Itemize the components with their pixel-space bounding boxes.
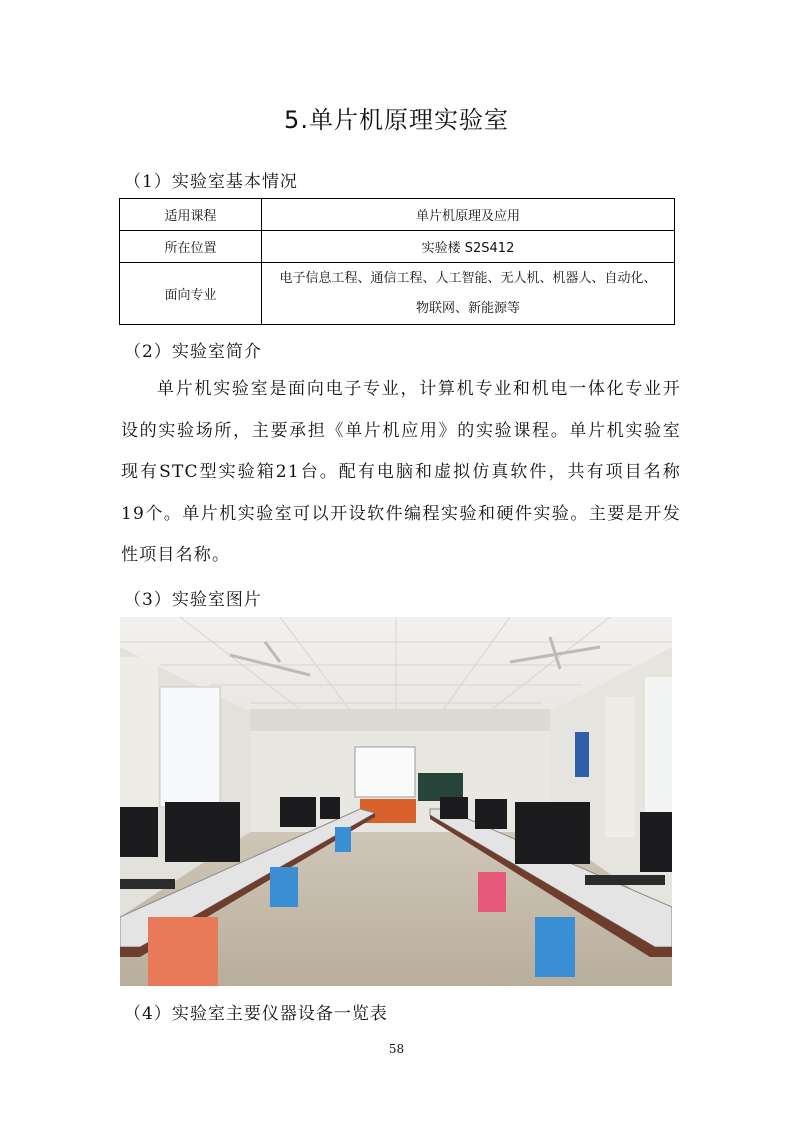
page-number: 58 [388,1042,405,1056]
section-heading-intro: （2）实验室简介 [124,342,262,362]
section-heading-photo: （3）实验室图片 [124,590,262,610]
lab-photo-illustration [120,617,672,986]
table-cell-label: 所在位置 [120,231,262,263]
lab-photo [120,617,672,986]
table-cell-value-line: 物联网、新能源等 [415,300,520,316]
table-cell-value: 单片机原理及应用 [262,199,675,231]
section-heading-basic-info: （1）实验室基本情况 [124,172,298,192]
table-cell-label: 面向专业 [120,263,262,325]
table-row [120,263,675,325]
lab-info-table [119,198,675,325]
page-title: 5.单片机原理实验室 [284,106,509,134]
intro-paragraph: 单片机实验室是面向电子专业，计算机专业和机电一体化专业开设的实验场所，主要承担《单片机应用》的实验课程。单片机实验室现有STC型实验箱21台。配有电脑和虚拟仿真软件，共有项目名称19个。单片机实验室可以开设软件编程实验和硬件实验。主要是开发性项目名称。 [121,379,681,565]
table-row [120,199,675,231]
section-heading-equipment: （4）实验室主要仪器设备一览表 [124,1004,388,1024]
table-cell-value-line: 电子信息工程、通信工程、人工智能、无人机、机器人、自动化、 [279,270,657,286]
table-cell-value [262,263,675,325]
table-row [120,231,675,263]
table-cell-value: 实验楼 S2S412 [262,231,675,263]
table-cell-label: 适用课程 [120,199,262,231]
